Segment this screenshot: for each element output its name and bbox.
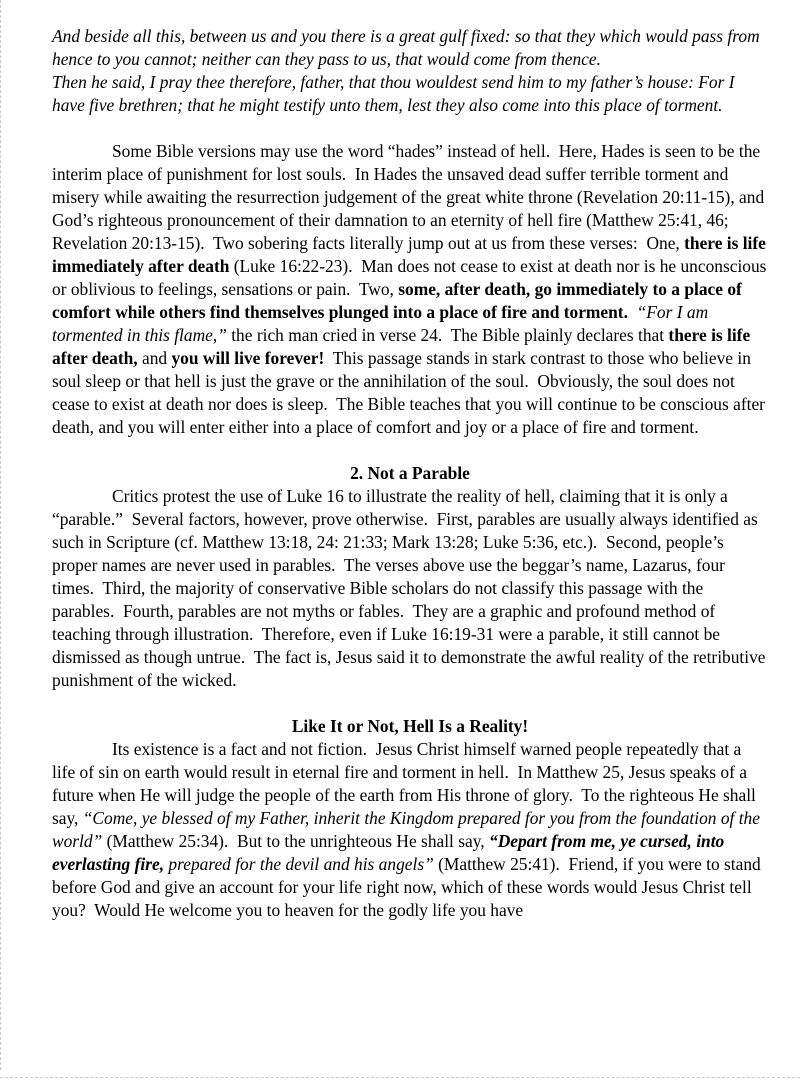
paragraph-gap <box>52 439 768 462</box>
section-heading-not-a-parable: 2. Not a Parable <box>350 463 470 483</box>
text-run: (Matthew 25:41). Friend, if you were to stand before God and give an account for your life right now, which of these words would Jesus Christ tell you? Would He welcome you to heaven for the godly life you have <box>52 854 766 920</box>
text-run: (Luke 16:22-23). Man does not cease to exist at death nor is he unconscious or oblivious to feelings, sensations or pain. Two, <box>52 256 771 299</box>
hades-paragraph <box>52 140 771 439</box>
paragraph-gap <box>52 692 768 715</box>
text-run: Some Bible versions may use the word “hades” instead of hell. Here, Hades is seen to be the interim place of punishment for lost souls. In Hades the unsaved dead suffer terrible torment and misery while awaiting the resurrection judgement of the great white throne (Revelation 20:11-15), and God’s righteous pronouncement of their damnation to an eternity of hell fire (Matthew 25:41, 46; Revelation 20:13-15). Two sobering facts literally jump out at us from these verses: One, <box>52 141 769 253</box>
document-page <box>52 25 771 922</box>
bold-run: there is life after death, <box>52 325 755 368</box>
page-edge-bottom <box>0 1077 800 1078</box>
italic-run: “Come, ye blessed of my Father, inherit the Kingdom prepared for you from the foundation of the world” <box>52 808 765 851</box>
text-run: the rich man cried in verse 24. The Bible plainly declares that <box>226 325 669 345</box>
text-run: (Matthew 25:34). But to the unrighteous He shall say, <box>102 831 489 851</box>
hell-reality-paragraph <box>52 738 768 922</box>
bold-run: you will live forever! <box>171 348 325 368</box>
text-run: This passage stands in stark contrast to those who believe in soul sleep or that hell is just the grave or the annihilation of the soul. Obviously, the soul does not cease to exist at death nor does is sleep. The Bible teaches that you will continue to be conscious after death, and you will enter either into a place of comfort and joy or a place of fire and torment. <box>52 348 770 437</box>
text-run <box>628 302 637 322</box>
italic-run: “For I am tormented in this flame,” <box>52 302 713 345</box>
bold-run: there is life immediately after death <box>52 233 771 276</box>
bold-run: some, after death, go immediately to a place of comfort while others find themselves plunged into a place of fire and torment. <box>52 279 747 322</box>
parable-paragraph: Critics protest the use of Luke 16 to illustrate the reality of hell, claiming that it is only a “parable.” Several factors, however, prove otherwise. First, parables are usually always identified as such in Scripture (cf. Matthew 13:18, 24: 21:33; Mark 13:28; Luke 5:36, etc.). Second, people’s proper names are never used in parables. The verses above use the beggar’s name, Lazarus, four times. Third, the majority of conservative Bible scholars do not classify this passage with the parables. Fourth, parables are not myths or fables. They are a graphic and profound method of teaching through illustration. Therefore, even if Luke 16:19-31 were a parable, it still cannot be dismissed as though untrue. The fact is, Jesus said it to demonstrate the awful reality of the retributive punishment of the wicked. <box>52 486 770 690</box>
page-edge-left <box>0 0 1 1070</box>
scripture-quote-2: Then he said, I pray thee therefore, father, that thou wouldest send him to my father’s house: For I have five brethren; that he might testify unto them, lest they also come into this place of torment. <box>52 72 735 115</box>
scripture-quote-1: And beside all this, between us and you there is a great gulf fixed: so that they which would pass from hence to you cannot; neither can they pass to us, that would come from thence. <box>52 26 760 69</box>
bold-italic-run: “Depart from me, ye cursed, into everlasting fire, <box>52 831 729 874</box>
text-run: and <box>137 348 172 368</box>
paragraph-gap <box>52 117 768 140</box>
text-run: Its existence is a fact and not fiction. Jesus Christ himself warned people repeatedly that a life of sin on earth would result in eternal fire and torment in hell. In Matthew 25, Jesus speaks of a future when He will judge the people of the earth from His throne of glory. To the righteous He shall say, <box>52 739 761 828</box>
italic-run: prepared for the devil and his angels” <box>164 854 434 874</box>
section-heading-hell-reality: Like It or Not, Hell Is a Reality! <box>291 716 529 736</box>
